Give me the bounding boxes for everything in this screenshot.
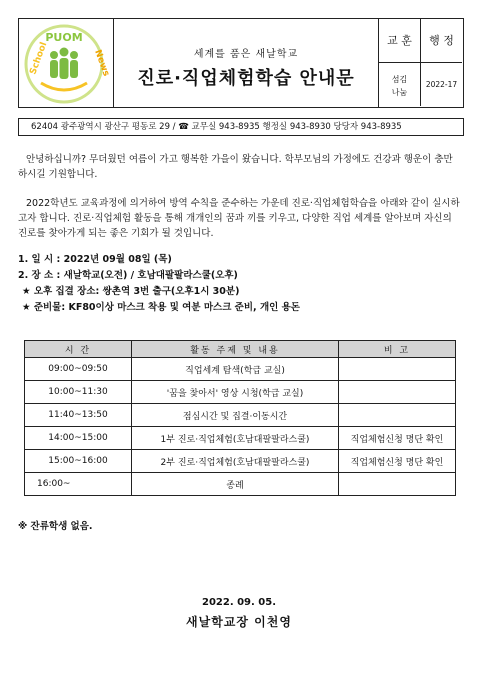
row-note [339, 358, 456, 381]
table-row [25, 450, 456, 473]
svg-text:PUOM: PUOM [45, 31, 83, 44]
row-time: 09:00~09:50 [25, 358, 132, 381]
motto-values [379, 63, 421, 106]
document-title: 진로·직업체험학습 안내문 [137, 68, 355, 89]
svg-text:School: School [28, 40, 50, 77]
row-activity: 점심시간 및 집결·이동시간 [132, 404, 339, 427]
row-note [339, 473, 456, 496]
row-activity: '꿈을 찾아서' 영상 시청(학급 교실) [132, 381, 339, 404]
purpose-paragraph: 2022학년도 교육과정에 의거하여 방역 수칙을 준수하는 가운데 진로·직업체험학습을 아래와 같이 실시하고자 합니다. 진로·직업체험 활동을 통해 개개인의 꿈과 끼를 키우고, 다양한 직업 세계를 알아보며 자신의 진로를 찾아가게 되는 좋은 기회가 될 것입니다. [18, 198, 460, 239]
row-time: 15:00~16:00 [25, 450, 132, 473]
school-address: 62404 광주광역시 광산구 평동로 29 / ☎ 교무실 943-8935 행정실 943-8930 당당자 943-8935 [18, 118, 464, 136]
svg-text:News: News [92, 48, 111, 78]
motto-2: 나눔 [391, 88, 408, 97]
table-row [25, 358, 456, 381]
row-time: 11:40~13:50 [25, 404, 132, 427]
remaining-students-note: ※ 잔류학생 없음. [18, 521, 93, 532]
principal-signature: 새날학교장 이천영 [186, 615, 292, 629]
header-time: 시 간 [25, 341, 132, 358]
supplies: ★ 준비물: KF80이상 마스크 착용 및 여분 마스크 준비, 개인 용돈 [22, 302, 300, 313]
row-activity: 1부 진로·직업체험(호남대팔팔라스쿨) [132, 427, 339, 450]
school-slogan: 세계를 품은 새날학교 [193, 49, 299, 60]
header-note: 비 고 [339, 341, 456, 358]
meeting-point: ★ 오후 집결 장소: 쌍촌역 3번 출구(오후1시 30분) [22, 286, 240, 297]
table-row [25, 381, 456, 404]
row-note: 직업체험신청 명단 확인 [339, 427, 456, 450]
approval-block [379, 19, 462, 107]
table-row [25, 427, 456, 450]
row-note: 직업체험신청 명단 확인 [339, 450, 456, 473]
row-activity: 직업세계 탐색(학급 교실) [132, 358, 339, 381]
event-date: 1. 일 시 : 2022년 09월 08일 (목) [18, 254, 172, 265]
row-time: 14:00~15:00 [25, 427, 132, 450]
row-time: 16:00~ [25, 473, 132, 496]
title-block [113, 19, 379, 107]
letterhead [18, 18, 464, 108]
header-activity: 활동 주제 및 내용 [132, 341, 339, 358]
motto-1: 섬김 [391, 75, 408, 84]
schedule-table [24, 340, 456, 496]
motto-label: 교 훈 [379, 19, 421, 63]
table-row [25, 404, 456, 427]
doc-number: 2022-17 [425, 80, 458, 89]
row-activity: 종례 [132, 473, 339, 496]
row-note [339, 404, 456, 427]
greeting-paragraph: 안녕하십니까? 무더웠던 여름이 가고 행복한 가을이 왔습니다. 학부모님의 가정에도 건강과 행운이 충만하시길 기원합니다. [18, 154, 453, 180]
school-logo [23, 23, 111, 105]
table-row [25, 473, 456, 496]
issue-date: 2022. 09. 05. [201, 597, 277, 608]
event-place: 2. 장 소 : 새날학교(오전) / 호남대팔팔라스쿨(오후) [18, 270, 238, 281]
row-activity: 2부 진로·직업체험(호남대팔팔라스쿨) [132, 450, 339, 473]
schedule-header-row [25, 341, 456, 358]
row-time: 10:00~11:30 [25, 381, 132, 404]
admin-label: 행 정 [421, 19, 462, 63]
row-note [339, 381, 456, 404]
